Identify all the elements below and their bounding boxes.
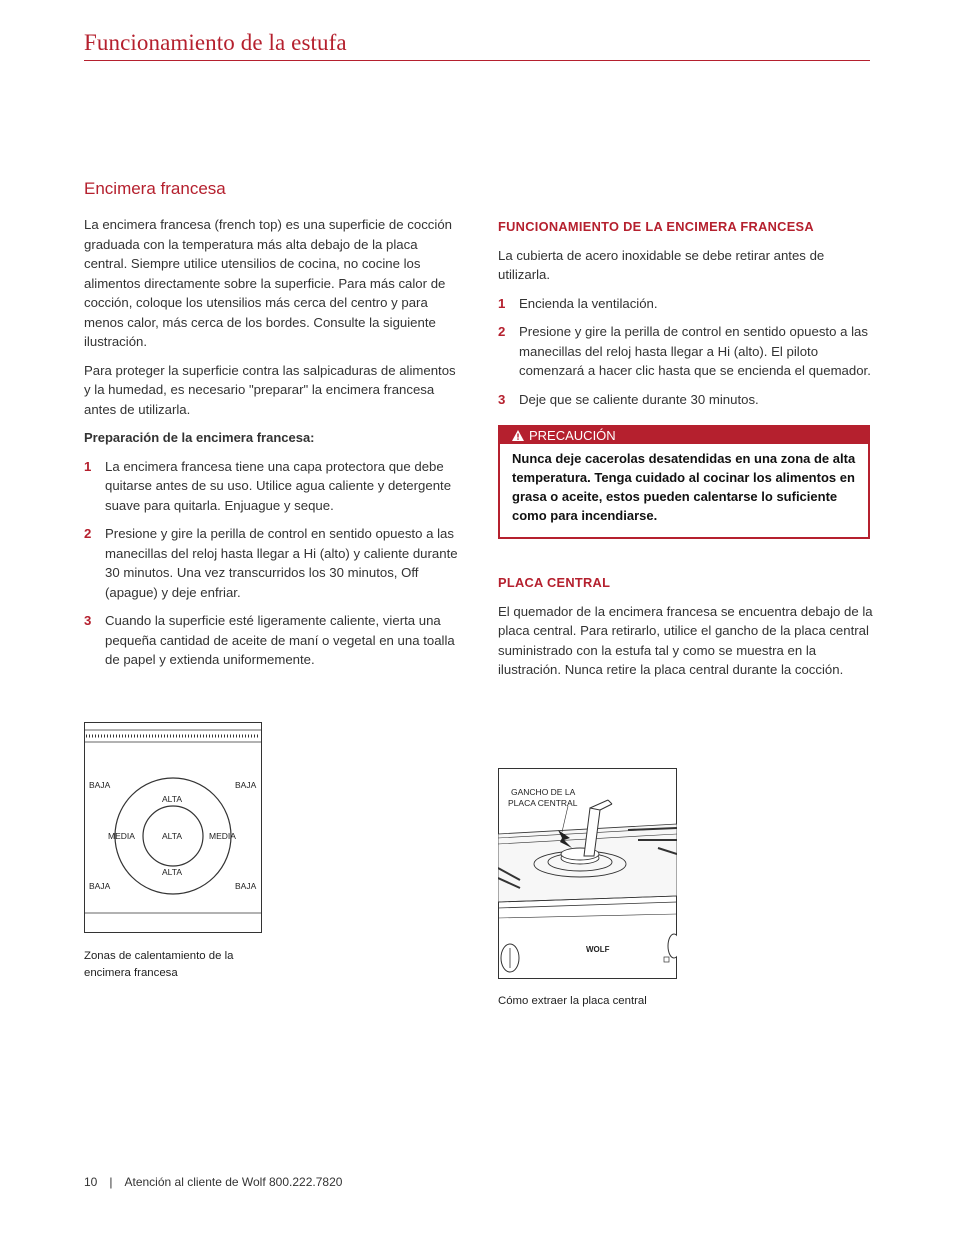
caution-text: Nunca deje cacerolas desatendidas en una zona de alta temperatura. Tenga cuidado al cocinar los alimentos en grasa o aceite, estos pueden calentarse lo suficiente como para incendiarse. [512,451,856,523]
step-text: Encienda la ventilación. [519,295,658,311]
left-column [84,215,464,679]
warning-icon [512,430,524,441]
step-text: La encimera francesa tiene una capa protectora que debe quitarse antes de su uso. Utilice agua caliente y detergente suave para quitarla. Enjuague y seque. [105,458,452,513]
title-divider [84,60,870,61]
zone-baja-label: BAJA [235,780,257,790]
zone-alta-label: ALTA [162,794,182,804]
zone-alta-label: ALTA [162,831,182,841]
plate-heading: PLACA CENTRAL [498,575,611,590]
step-number: 3 [498,391,506,407]
intro-paragraph: La encimera francesa (french top) es una superficie de cocción graduada con la temperatura más alta debajo de la placa central. Siempre utilice utensilios de cocina, no cocine los alimentos directamente sobre la superficie. Para más calor de cocción, coloque los utensilios más cerca del centro y para menos calor, más cerca de los bordes. Consulte la siguiente ilustración. [84,217,452,349]
zone-alta-label: ALTA [162,867,182,877]
operation-step [498,390,878,410]
footer-separator: | [109,1175,113,1189]
step-number: 1 [84,458,92,474]
prep-heading: Preparación de la encimera francesa: [84,430,315,445]
prep-step [84,457,464,516]
zone-media-label: MEDIA [108,831,135,841]
brand-logo: WOLF [586,945,610,954]
center-plate-figure [498,768,677,979]
protect-paragraph: Para proteger la superficie contra las salpicaduras de alimentos y la humedad, es necesario "preparar" la encimera francesa antes de utilizarla. [84,362,456,417]
page-title: Funcionamiento de la estufa [84,30,347,55]
heat-zones-figure [84,722,262,933]
step-text: Cuando la superficie esté ligeramente caliente, vierta una pequeña cantidad de aceite de maní o vegetal en una toalla de papel y extienda uniformemente. [105,613,455,667]
operation-steps [498,294,878,410]
caution-header [500,427,868,444]
operation-intro: La cubierta de acero inoxidable se debe retirar antes de utilizarla. [498,247,825,282]
prep-step [84,524,464,602]
zone-baja-label: BAJA [235,881,257,891]
zone-baja-label: BAJA [89,780,111,790]
section-title: Encimera francesa [84,179,226,198]
hook-label-line1: GANCHO DE LA [511,787,576,797]
right-column [498,215,878,689]
prep-step [84,611,464,670]
plate-paragraph: El quemador de la encimera francesa se encuentra debajo de la placa central. Para retirarlo, utilice el gancho de la placa central suministrado con la estufa tal y como se muestra en la ilustración. Nunca retire la placa central durante la cocción. [498,603,873,677]
step-text: Presione y gire la perilla de control en sentido opuesto a las manecillas del reloj hasta llegar a Hi (alto) y caliente durante 30 minutos. Una vez transcurridos los 30 minutos, Off (apague) y deje enfriar. [105,526,458,600]
footer-contact: Atención al cliente de Wolf 800.222.7820 [124,1175,343,1189]
step-number: 3 [84,613,92,628]
caution-label: PRECAUCIÓN [529,428,616,443]
zone-media-label: MEDIA [209,831,236,841]
step-number: 2 [498,324,506,339]
page-number: 10 [84,1175,98,1189]
operation-heading: FUNCIONAMIENTO DE LA ENCIMERA FRANCESA [498,219,814,234]
hook-label-line2: PLACA CENTRAL [508,798,578,808]
step-text: Presione y gire la perilla de control en sentido opuesto a las manecillas del reloj hasta llegar a Hi (alto). El piloto comenzará a hacer clic hasta que se encienda el quemador. [519,324,871,378]
figure2-caption: Cómo extraer la placa central [498,995,647,1007]
page-footer [84,1175,342,1189]
zone-baja-label: BAJA [89,881,111,891]
step-number: 1 [498,295,506,311]
step-number: 2 [84,526,92,541]
operation-step [498,322,878,381]
step-text: Deje que se caliente durante 30 minutos. [519,391,759,407]
figure1-caption: Zonas de calentamiento de la encimera francesa [84,950,234,979]
caution-box [498,425,870,539]
prep-steps [84,457,464,670]
operation-step [498,294,878,314]
